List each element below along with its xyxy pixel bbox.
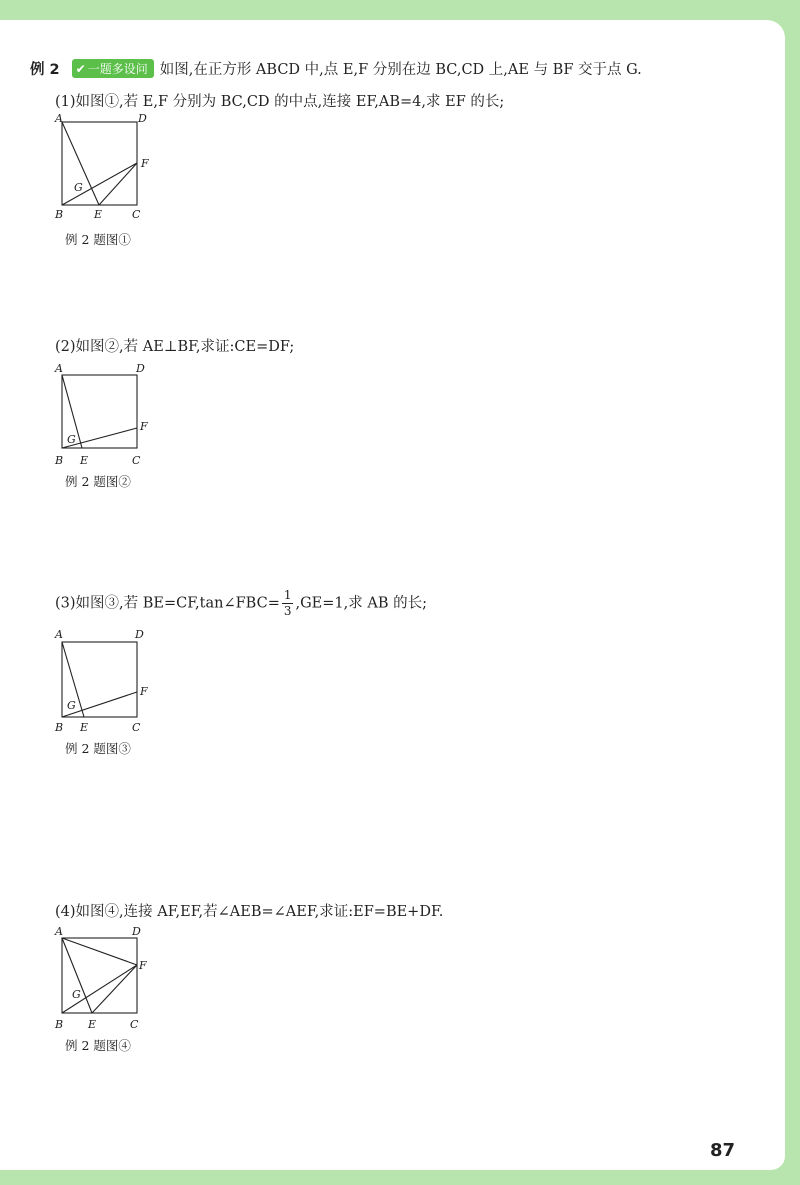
label-d: D [138,112,147,125]
label-a: A [55,112,63,125]
label-c: C [130,1018,139,1031]
label-g: G [67,699,76,712]
label-a: A [55,925,63,938]
problem-stem [30,58,642,79]
label-a: A [55,628,63,641]
label-b: B [55,721,64,734]
check-icon: ✔ [75,62,86,76]
part-4-question: (4)如图④,连接 AF,EF,若∠AEB=∠AEF,求证:EF=BE+DF. [55,904,444,920]
label-g: G [72,988,81,1001]
label-c: C [132,208,141,221]
label-d: D [132,925,141,938]
part-2-question: (2)如图②,若 AE⊥BF,求证:CE=DF; [55,339,295,355]
stem-text: 如图,在正方形 ABCD 中,点 E,F 分别在边 BC,CD 上,AE 与 BF 交于点 G. [159,62,642,78]
label-c: C [132,454,141,467]
square-abcd [62,938,137,1013]
example-label: 例 2 [30,62,60,78]
segment-ef [99,163,137,205]
figure-3 [52,625,162,737]
part-3-question: (3)如图③,若 BE=CF,tan∠FBC= $\frac{1}{3}$ ,GE=1,求 AB 的长; [55,588,427,618]
label-e: E [88,1018,97,1031]
label-g: G [67,433,76,446]
figure-2 [52,358,162,470]
label-f: F [140,685,148,698]
figure-3-caption: 例 2 题图③ [65,741,131,756]
label-f: F [140,420,148,433]
figure-4-caption: 例 2 题图④ [65,1038,131,1053]
figure-1-caption: 例 2 题图① [65,232,131,247]
page-number: 87 [710,1140,736,1161]
label-b: B [55,208,64,221]
label-d: D [135,628,144,641]
label-g: G [74,181,83,194]
figure-2-caption: 例 2 题图② [65,474,131,489]
label-e: E [94,208,103,221]
figure-4 [52,922,162,1034]
part-1-question: (1)如图①,若 E,F 分别为 BC,CD 的中点,连接 EF,AB=4,求 EF 的长; [55,94,505,110]
label-b: B [55,1018,64,1031]
label-b: B [55,454,64,467]
segment-af [62,938,137,965]
figure-1 [52,112,162,224]
segment-ae [62,938,92,1013]
multi-question-badge: ✔ 一题多设问 [72,59,154,78]
label-f: F [139,959,147,972]
label-a: A [55,362,63,375]
label-f: F [141,157,149,170]
fraction: $\frac{1}{3}$ [283,588,292,618]
label-c: C [132,721,141,734]
label-d: D [136,362,145,375]
label-e: E [80,721,89,734]
label-e: E [80,454,89,467]
